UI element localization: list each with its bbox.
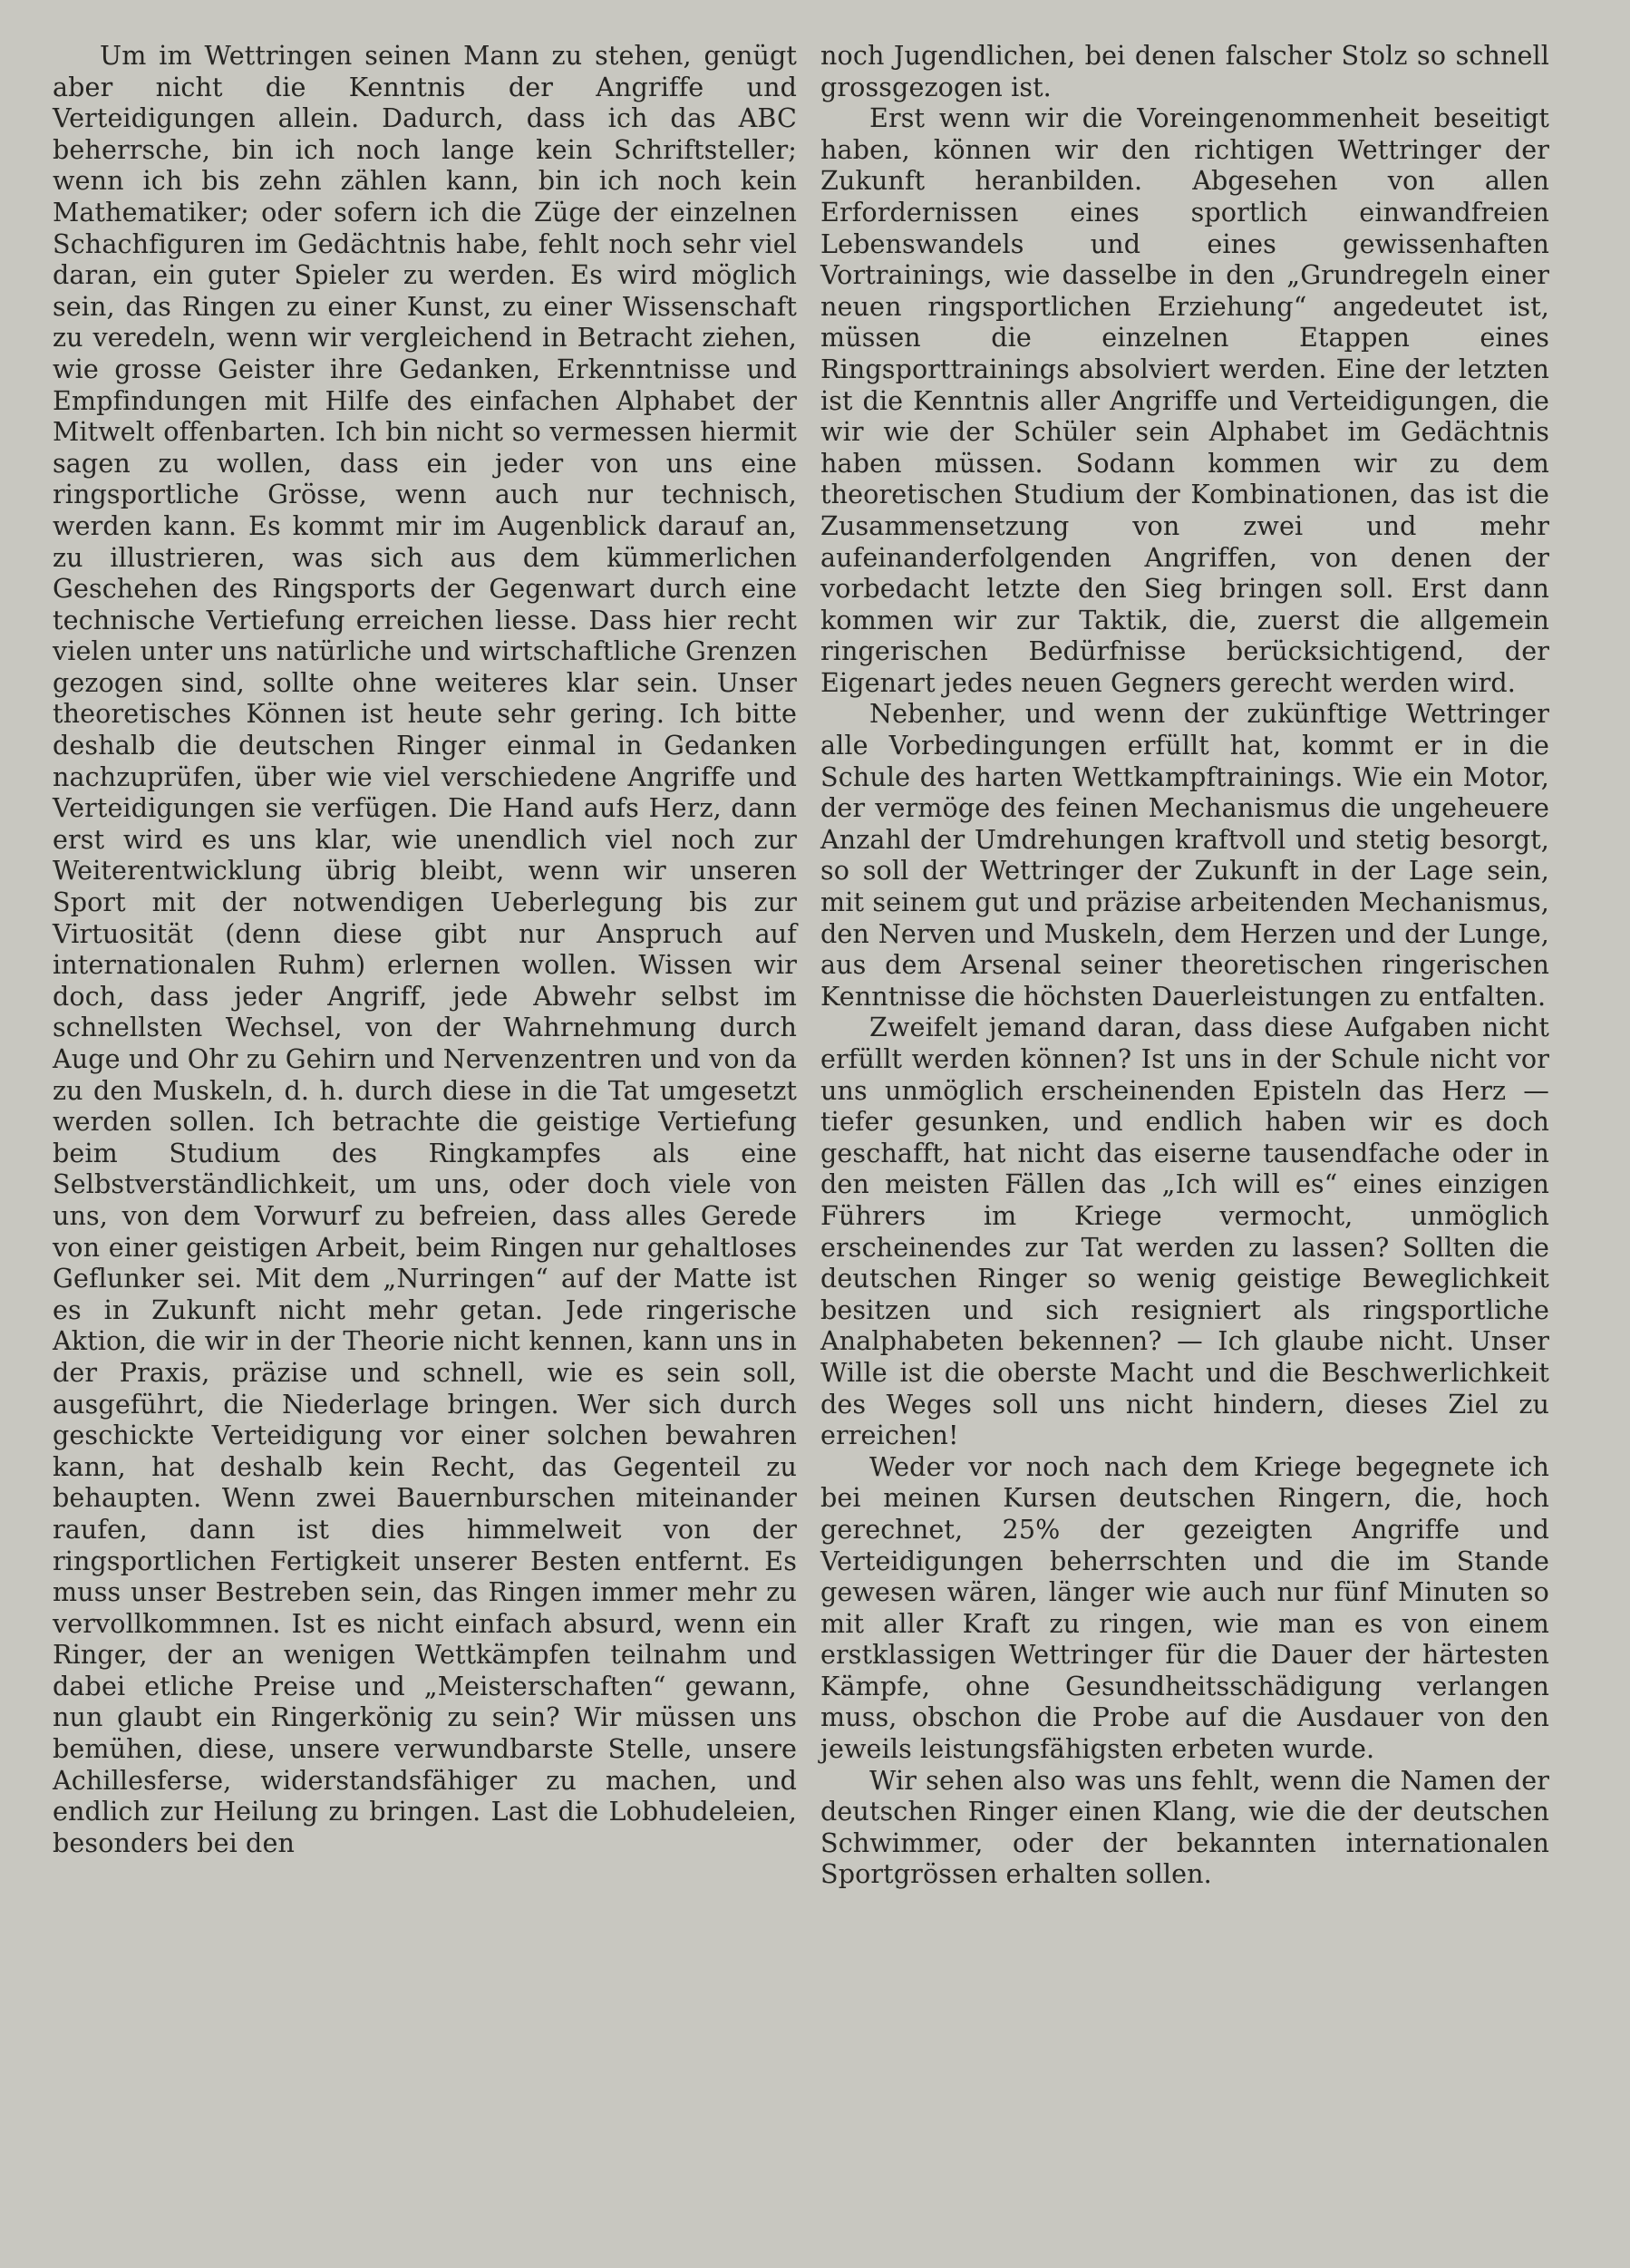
column-gutter bbox=[808, 36, 809, 2230]
right-paragraph-3: Nebenher, und wenn der zukünftige Wettringer alle Vorbedingungen erfüllt hat, kommt er in die Schule des harten Wettkampftrainings. Wie ein Motor, der vermöge des feinen Mechanismus die ungeheuere Anzahl der Umdrehungen kraftvoll und stetig besorgt, so soll der Wettringer der Zukunft in der Lage sein, mit seinem gut und präzise arbeitenden Mechanismus, den Nerven und Muskeln, dem Herzen und der Lunge, aus dem Arsenal seiner theoretischen ringerischen Kenntnisse die höchsten Dauerleistungen zu entfalten. bbox=[820, 698, 1549, 1012]
left-column bbox=[53, 40, 797, 1858]
right-paragraph-5: Weder vor noch nach dem Kriege begegnete ich bei meinen Kursen deutschen Ringern, die, hoch gerechnet, 25% der gezeigten Angriffe und Verteidigungen beherrschten und die im Stande gewesen wären, länger wie auch nur fünf Minuten so mit aller Kraft zu ringen, wie man es von einem erstklassigen Wettringer für die Dauer der härtesten Kämpfe, ohne Gesundheitsschädigung verlangen muss, obschon die Probe auf die Ausdauer von den jeweils leistungsfähigsten erbeten wurde. bbox=[820, 1450, 1549, 1765]
right-paragraph-6: Wir sehen also was uns fehlt, wenn die Namen der deutschen Ringer einen Klang, wie die der deutschen Schwimmer, oder der bekannten internationalen Sportgrössen erhalten sollen. bbox=[820, 1764, 1549, 1890]
right-paragraph-1: noch Jugendlichen, bei denen falscher Stolz so schnell grossgezogen ist. bbox=[820, 40, 1549, 102]
left-paragraph-1: Um im Wettringen seinen Mann zu stehen, genügt aber nicht die Kenntnis der Angriffe und Verteidigungen allein. Dadurch, dass ich das ABC beherrsche, bin ich noch lange kein Schriftsteller; wenn ich bis zehn zählen kann, bin ich noch kein Mathematiker; oder sofern ich die Züge der einzelnen Schachfiguren im Gedächtnis habe, fehlt noch sehr viel daran, ein guter Spieler zu werden. Es wird möglich sein, das Ringen zu einer Kunst, zu einer Wissenschaft zu veredeln, wenn wir vergleichend in Betracht ziehen, wie grosse Geister ihre Gedanken, Erkenntnisse und Empfindungen mit Hilfe des einfachen Alphabet der Mitwelt offenbarten. Ich bin nicht so vermessen hiermit sagen zu wollen, dass ein jeder von uns eine ringsportliche Grösse, wenn auch nur technisch, werden kann. Es kommt mir im Augenblick darauf an, zu illustrieren, was sich aus dem kümmerlichen Geschehen des Ringsports der Gegenwart durch eine technische Vertiefung erreichen liesse. Dass hier recht vielen unter uns natürliche und wirtschaftliche Grenzen gezogen sind, sollte ohne weiteres klar sein. Unser theoretisches Können ist heute sehr gering. Ich bitte deshalb die deutschen Ringer einmal in Gedanken nachzuprüfen, über wie viel verschiedene Angriffe und Verteidigungen sie verfügen. Die Hand aufs Herz, dann erst wird es uns klar, wie unendlich viel noch zur Weiterentwicklung übrig bleibt, wenn wir unseren Sport mit der notwendigen Ueberlegung bis zur Virtuosität (denn diese gibt nur Anspruch auf internationalen Ruhm) erlernen wollen. Wissen wir doch, dass jeder Angriff, jede Abwehr selbst im schnellsten Wechsel, von der Wahrnehmung durch Auge und Ohr zu Gehirn und Nervenzentren und von da zu den Muskeln, d. h. durch diese in die Tat umgesetzt werden sollen. Ich betrachte die geistige Vertiefung beim Studium des Ringkampfes als eine Selbstverständlichkeit, um uns, oder doch viele von uns, von dem Vorwurf zu befreien, dass alles Gerede von einer geistigen Arbeit, beim Ringen nur gehaltloses Geflunker sei. Mit dem „Nurringen“ auf der Matte ist es in Zukunft nicht mehr getan. Jede ringerische Aktion, die wir in der Theorie nicht kennen, kann uns in der Praxis, präzise und schnell, wie es sein soll, ausgeführt, die Niederlage bringen. Wer sich durch geschickte Verteidigung vor einer solchen bewahren kann, hat deshalb kein Recht, das Gegenteil zu behaupten. Wenn zwei Bauernburschen miteinander raufen, dann ist dies himmelweit von der ringsportlichen Fertigkeit unserer Besten entfernt. Es muss unser Bestreben sein, das Ringen immer mehr zu vervollkommnen. Ist es nicht einfach absurd, wenn ein Ringer, der an wenigen Wettkämpfen teilnahm und dabei etliche Preise und „Meisterschaften“ gewann, nun glaubt ein Ringerkönig zu sein? Wir müssen uns bemühen, diese, unsere verwundbarste Stelle, unsere Achillesferse, widerstandsfähiger zu machen, und endlich zur Heilung zu bringen. Last die Lobhudeleien, besonders bei den bbox=[53, 40, 797, 1858]
right-column bbox=[820, 40, 1549, 1890]
right-paragraph-2: Erst wenn wir die Voreingenommenheit beseitigt haben, können wir den richtigen Wettringer der Zukunft heranbilden. Abgesehen von allen Erfordernissen eines sportlich einwandfreien Lebenswandels und eines gewissenhaften Vortrainings, wie dasselbe in den „Grundregeln einer neuen ringsportlichen Erziehung“ angedeutet ist, müssen die einzelnen Etappen eines Ringsporttrainings absolviert werden. Eine der letzten ist die Kenntnis aller Angriffe und Verteidigungen, die wir wie der Schüler sein Alphabet im Gedächtnis haben müssen. Sodann kommen wir zu dem theoretischen Studium der Kombinationen, das ist die Zusammensetzung von zwei und mehr aufeinanderfolgenden Angriffen, von denen der vorbedacht letzte den Sieg bringen soll. Erst dann kommen wir zur Taktik, die, zuerst die allgemein ringerischen Bedürfnisse berücksichtigend, der Eigenart jedes neuen Gegners gerecht werden wird. bbox=[820, 102, 1549, 698]
right-paragraph-4: Zweifelt jemand daran, dass diese Aufgaben nicht erfüllt werden können? Ist uns in der Schule nicht vor uns unmöglich erscheinenden Episteln das Herz — tiefer gesunken, und endlich haben wir es doch geschafft, hat nicht das eiserne tausendfache oder in den meisten Fällen das „Ich will es“ eines einzigen Führers im Kriege vermocht, unmöglich erscheinendes zur Tat werden zu lassen? Sollten die deutschen Ringer so wenig geistige Beweglichkeit besitzen und sich resigniert als ringsportliche Analphabeten bekennen? — Ich glaube nicht. Unser Wille ist die oberste Macht und die Beschwerlichkeit des Weges soll uns nicht hindern, dieses Ziel zu erreichen! bbox=[820, 1012, 1549, 1451]
